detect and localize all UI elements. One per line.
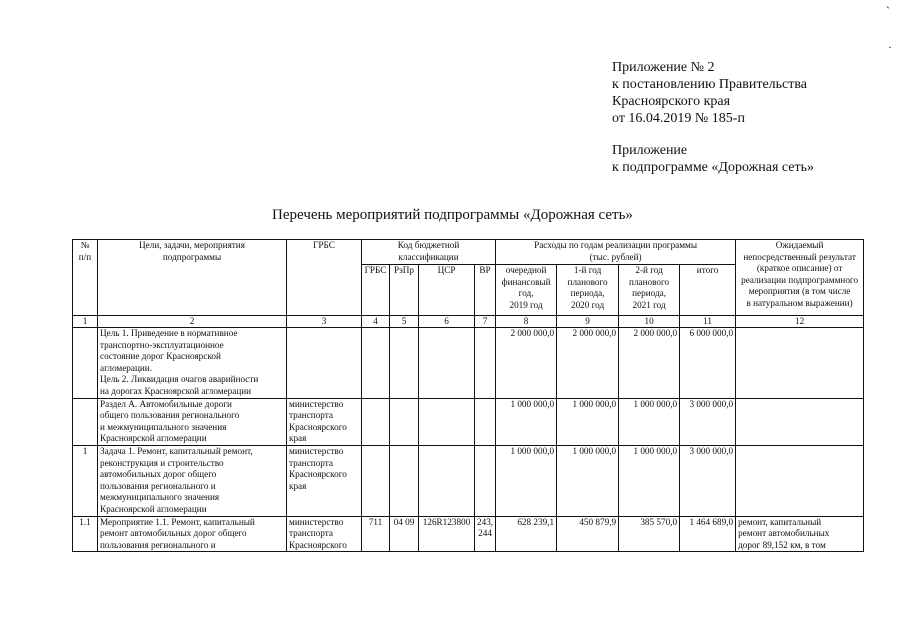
header-sub-vr: ВР bbox=[475, 265, 496, 316]
row-grbs: министерство транспорта Красноярского края bbox=[287, 398, 362, 445]
row-text: Цель 1. Приведение в нормативное транспортно-эксплуатационное состояние дорог Красноярской агломерации. Цель 2. Ликвидация очагов аварийности на дорогах Красноярской агломерации bbox=[98, 328, 287, 399]
scan-speck: ˋ bbox=[886, 4, 890, 18]
column-numbers-row bbox=[73, 316, 864, 328]
col-number: 10 bbox=[619, 316, 680, 328]
row-text: Мероприятие 1.1. Ремонт, капитальный ремонт автомобильных дорог общего пользования регионального и bbox=[98, 516, 287, 552]
row-k-grbs: 711 bbox=[362, 516, 390, 552]
header-line: Приложение bbox=[612, 143, 688, 158]
scan-speck: · bbox=[888, 40, 892, 54]
table-row bbox=[73, 445, 864, 516]
header-result: Ожидаемый непосредственный результат (краткое описание) от реализации подпрограммного мероприятия (в том числе в натуральном выражении) bbox=[736, 240, 864, 316]
row-k-grbs bbox=[362, 398, 390, 445]
row-k-csr bbox=[419, 328, 475, 399]
row-result: ремонт, капитальный ремонт автомобильных дорог 89,152 км, в том bbox=[736, 516, 864, 552]
table-row bbox=[73, 516, 864, 552]
row-result bbox=[736, 328, 864, 399]
row-result bbox=[736, 445, 864, 516]
row-2021: 1 000 000,0 bbox=[619, 398, 680, 445]
header-total: итого bbox=[680, 265, 736, 316]
header-expenses: Расходы по годам реализации программы (тыс. рублей) bbox=[496, 240, 736, 265]
header-num: № п/п bbox=[73, 240, 98, 316]
row-k-csr bbox=[419, 398, 475, 445]
header-year-2021: 2-й год планового периода, 2021 год bbox=[619, 265, 680, 316]
header-line: от 16.04.2019 № 185-п bbox=[612, 111, 745, 126]
header-line: Приложение № 2 bbox=[612, 60, 715, 75]
col-number: 9 bbox=[557, 316, 619, 328]
header-year-2019: очередной финансовый год, 2019 год bbox=[496, 265, 557, 316]
row-k-vr bbox=[475, 445, 496, 516]
col-number: 11 bbox=[680, 316, 736, 328]
row-2019: 2 000 000,0 bbox=[496, 328, 557, 399]
row-k-csr bbox=[419, 445, 475, 516]
row-text: Раздел А. Автомобильные дороги общего пользования регионального и межмуниципального значения Красноярской агломерации bbox=[98, 398, 287, 445]
row-result bbox=[736, 398, 864, 445]
col-number: 6 bbox=[419, 316, 475, 328]
row-k-rzpr bbox=[390, 445, 419, 516]
row-total: 3 000 000,0 bbox=[680, 398, 736, 445]
col-number: 8 bbox=[496, 316, 557, 328]
header-sub-csr: ЦСР bbox=[419, 265, 475, 316]
row-2021: 1 000 000,0 bbox=[619, 445, 680, 516]
row-num: 1.1 bbox=[73, 516, 98, 552]
header-grbs: ГРБС bbox=[287, 240, 362, 316]
header-sub-rzpr: РзПр bbox=[390, 265, 419, 316]
row-k-rzpr bbox=[390, 398, 419, 445]
header-line: к подпрограмме «Дорожная сеть» bbox=[612, 160, 815, 175]
row-k-csr: 126R123800 bbox=[419, 516, 475, 552]
row-k-rzpr: 04 09 bbox=[390, 516, 419, 552]
col-number: 1 bbox=[73, 316, 98, 328]
row-text: Задача 1. Ремонт, капитальный ремонт, реконструкция и строительство автомобильных дорог общего пользования регионального и межмуниципального значения Красноярской агломерации bbox=[98, 445, 287, 516]
row-2021: 385 570,0 bbox=[619, 516, 680, 552]
col-number: 4 bbox=[362, 316, 390, 328]
row-grbs: министерство транспорта Красноярского края bbox=[287, 445, 362, 516]
row-k-vr bbox=[475, 328, 496, 399]
header-line: Красноярского края bbox=[612, 94, 731, 109]
row-num bbox=[73, 398, 98, 445]
row-2020: 1 000 000,0 bbox=[557, 398, 619, 445]
row-k-grbs bbox=[362, 445, 390, 516]
row-k-grbs bbox=[362, 328, 390, 399]
row-num bbox=[73, 328, 98, 399]
col-number: 7 bbox=[475, 316, 496, 328]
header-year-2020: 1-й год планового периода, 2020 год bbox=[557, 265, 619, 316]
document-header bbox=[612, 59, 814, 176]
col-number: 12 bbox=[736, 316, 864, 328]
table-header-row bbox=[73, 240, 864, 265]
row-k-rzpr bbox=[390, 328, 419, 399]
row-2021: 2 000 000,0 bbox=[619, 328, 680, 399]
col-number: 3 bbox=[287, 316, 362, 328]
row-grbs: министерство транспорта Красноярского bbox=[287, 516, 362, 552]
row-2019: 1 000 000,0 bbox=[496, 398, 557, 445]
row-2019: 1 000 000,0 bbox=[496, 445, 557, 516]
row-total: 1 464 689,0 bbox=[680, 516, 736, 552]
row-2020: 2 000 000,0 bbox=[557, 328, 619, 399]
table-row bbox=[73, 328, 864, 399]
row-2019: 628 239,1 bbox=[496, 516, 557, 552]
col-number: 2 bbox=[98, 316, 287, 328]
table-row bbox=[73, 398, 864, 445]
row-total: 6 000 000,0 bbox=[680, 328, 736, 399]
header-goals: Цели, задачи, мероприятия подпрограммы bbox=[98, 240, 287, 316]
row-k-vr: 243, 244 bbox=[475, 516, 496, 552]
header-line: к постановлению Правительства bbox=[612, 77, 808, 92]
row-2020: 1 000 000,0 bbox=[557, 445, 619, 516]
measures-table bbox=[72, 239, 864, 552]
row-2020: 450 879,9 bbox=[557, 516, 619, 552]
document-title: Перечень мероприятий подпрограммы «Дорожная сеть» bbox=[272, 207, 633, 223]
row-k-vr bbox=[475, 398, 496, 445]
row-num: 1 bbox=[73, 445, 98, 516]
header-sub-grbs: ГРБС bbox=[362, 265, 390, 316]
row-total: 3 000 000,0 bbox=[680, 445, 736, 516]
col-number: 5 bbox=[390, 316, 419, 328]
header-kbk: Код бюджетной классификации bbox=[362, 240, 496, 265]
row-grbs bbox=[287, 328, 362, 399]
